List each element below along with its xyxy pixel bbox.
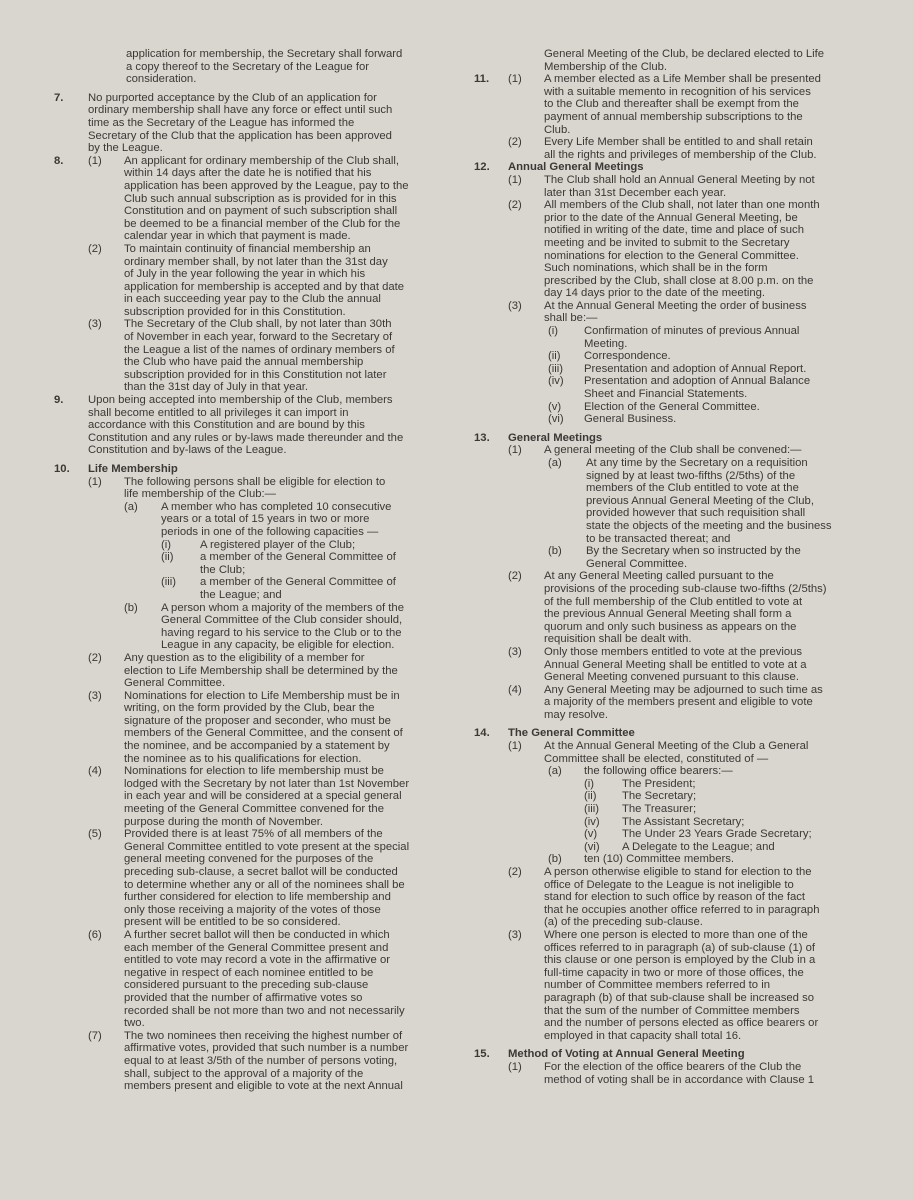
clause-text: The following persons shall be eligible for election to life membership of the Club:— bbox=[124, 475, 386, 501]
clause-text: An applicant for ordinary membership of the Club shall, within 14 days after the date he is notified that his application has been approved by the League, pay to the Club such annual subscription as is provided for in this Constitution and on payment of such subscription shall be deemed to be a financial member of the Club for the calendar year in which that payment is made. bbox=[124, 154, 409, 243]
clause-block bbox=[474, 136, 862, 161]
clause-text: Nominations for election to Life Membership must be in writing, on the form provided by the Club, bear the signature of the proposer and seconder, who must be members of the General Committee, and the consent of the nominee, and be accompanied by a statement by the nominee as to his qualifications for election. bbox=[124, 689, 403, 765]
subclause-marker: (ii) bbox=[584, 790, 597, 803]
subclause-marker: (2) bbox=[88, 242, 102, 255]
clause-block bbox=[474, 300, 862, 325]
clause-block bbox=[54, 576, 446, 601]
subclause-marker: (1) bbox=[88, 154, 102, 167]
clause-text: Correspondence. bbox=[584, 350, 671, 363]
clause-text: General Meeting of the Club, be declared elected to Life Membership of the Club. bbox=[544, 48, 825, 73]
section-heading-block bbox=[54, 463, 446, 476]
clause-block bbox=[474, 444, 862, 457]
section-heading: The General Committee bbox=[508, 727, 635, 740]
clause-text: The Under 23 Years Grade Secretary; bbox=[622, 828, 812, 841]
clause-text: Presentation and adoption of Annual Balance Sheet and Financial Statements. bbox=[584, 375, 811, 401]
clause-block bbox=[474, 174, 862, 199]
clause-block bbox=[474, 350, 862, 363]
clause-text: ten (10) Committee members. bbox=[584, 853, 735, 866]
clause-text: A person otherwise eligible to stand for election to the office of Delegate to the League is not ineligible to stand for election to such office by reason of the fact that he occupies another office referred to in paragraph (a) of the preceding sub-clause. bbox=[544, 866, 820, 929]
section-heading-block bbox=[474, 161, 862, 174]
subclause-marker: (i) bbox=[161, 538, 172, 551]
clause-block bbox=[474, 1061, 862, 1086]
clause-block bbox=[474, 929, 862, 1042]
subclause-marker: (3) bbox=[508, 299, 522, 312]
clause-block bbox=[54, 243, 446, 319]
clause-text: No purported acceptance by the Club of an application for ordinary membership shall have any force or effect until such time as the Secretary of the League has informed the Secretary of the Club that the application has been approved by the League. bbox=[88, 91, 393, 155]
clause-text: Every Life Member shall be entitled to and shall retain all the rights and privileges of membership of the Club. bbox=[544, 136, 817, 161]
clause-block bbox=[474, 828, 862, 841]
subclause-marker: (3) bbox=[508, 645, 522, 658]
clause-block bbox=[474, 853, 862, 866]
subclause-marker: (2) bbox=[508, 199, 522, 212]
clause-text: Where one person is elected to more than one of the offices referred to in paragraph (a) of sub-clause (1) of this clause or one person is employed by the Club in a full-time capacity in two or more of those offices, the number of Committee members referred to in paragraph (b) of that sub-clause shall be increased so that the sum of the number of Committee members and the number of persons elected as office bearers or employed in that capacity shall total 16. bbox=[544, 928, 819, 1042]
section-heading: Annual General Meetings bbox=[508, 161, 644, 174]
section-heading: Life Membership bbox=[88, 463, 178, 475]
subclause-marker: (3) bbox=[508, 928, 522, 941]
clause-text: the following office bearers:— bbox=[584, 765, 733, 778]
subclause-marker: (2) bbox=[88, 651, 102, 664]
subclause-marker: (vi) bbox=[548, 413, 564, 426]
clause-block bbox=[474, 73, 862, 136]
clause-block bbox=[474, 363, 862, 376]
clause-block bbox=[54, 92, 446, 155]
subclause-marker: (3) bbox=[88, 318, 102, 331]
clause-block bbox=[474, 790, 862, 803]
subclause-marker: (1) bbox=[508, 1060, 522, 1073]
clause-block bbox=[54, 476, 446, 501]
clause-block bbox=[54, 318, 446, 394]
subclause-marker: (iii) bbox=[161, 576, 177, 589]
clause-block bbox=[54, 690, 446, 766]
clause-number: 9. bbox=[54, 394, 64, 407]
clause-text: application for membership, the Secretary shall forward a copy thereof to the Secretary of the League for consideration. bbox=[126, 48, 403, 86]
clause-block bbox=[474, 545, 862, 570]
clause-number: 10. bbox=[54, 463, 70, 475]
subclause-marker: (i) bbox=[584, 777, 595, 790]
subclause-marker: (v) bbox=[548, 400, 562, 413]
clause-number: 14. bbox=[474, 727, 490, 740]
clause-text: All members of the Club shall, not later than one month prior to the date of the Annual General Meeting, be notified in writing of the date, time and place of such meeting and be invited to submit to the Secretary nominations for election to the General Committee. Such nominations, which shall be in the form prescribed by the Club, shall close at 8.00 p.m. on the day 14 days prior to the date of the meeting. bbox=[544, 199, 820, 300]
clause-block bbox=[54, 652, 446, 690]
clause-number: 15. bbox=[474, 1048, 490, 1061]
clause-text: The two nominees then receiving the highest number of affirmative votes, provided that such number is a number equal to at least 3/5th of the number of persons voting, shall, subject to the approval of a majority of the members present and eligible to vote at the next Annual bbox=[124, 1029, 409, 1093]
section-heading-block bbox=[474, 432, 862, 445]
subclause-marker: (i) bbox=[548, 325, 559, 338]
right-column bbox=[474, 48, 862, 1086]
clause-text: A member who has completed 10 consecutive years or a total of 15 years in two or more periods in one of the following capacities — bbox=[161, 500, 392, 538]
clause-block bbox=[474, 778, 862, 791]
subclause-marker: (6) bbox=[88, 928, 102, 941]
clause-block bbox=[474, 646, 862, 684]
subclause-marker: (1) bbox=[88, 475, 102, 488]
clause-text: At any time by the Secretary on a requisition signed by at least two-fifths (2/5ths) of the members of the Club entitled to vote at the previous Annual General Meeting of the Club, provided however that such requisition shall state the objects of the meeting and the business to be transacted thereat; and bbox=[586, 457, 832, 545]
clause-block bbox=[474, 48, 862, 73]
section-heading: General Meetings bbox=[508, 431, 603, 444]
clause-text: Nominations for election to life membership must be lodged with the Secretary by not later than 1st November in each year and will be considered at a special general meeting of the General Committee convened for the purpose during the month of November. bbox=[124, 765, 410, 828]
clause-text: Presentation and adoption of Annual Report. bbox=[584, 362, 807, 375]
clause-block bbox=[474, 570, 862, 646]
clause-text: At the Annual General Meeting the order of business shall be:— bbox=[544, 299, 807, 325]
subclause-marker: (2) bbox=[508, 570, 522, 583]
section-heading-block bbox=[474, 1048, 862, 1061]
clause-block bbox=[54, 929, 446, 1030]
clause-number: 8. bbox=[54, 154, 64, 167]
clause-text: At any General Meeting called pursuant to the provisions of the proceding sub-clause two-fifths (2/5ths) of the full membership of the Club entitled to vote at the previous Annual General Meeting shall form a quorum and only such business as appears on the requisition shall be dealt with. bbox=[544, 570, 827, 646]
subclause-marker: (iii) bbox=[584, 803, 600, 816]
clause-text: A further secret ballot will then be conducted in which each member of the General Committee present and entitled to vote may record a vote in the affirmative or negative in respect of each nominee entitled to be considered pursuant to the preceding sub-clause provided that the number of affirmative votes so recorded shall be not more than two and not necessarily two. bbox=[124, 928, 405, 1030]
subclause-marker: (1) bbox=[508, 740, 522, 753]
subclause-marker: (v) bbox=[584, 828, 598, 841]
clause-block bbox=[474, 866, 862, 929]
subclause-marker: (1) bbox=[508, 173, 522, 186]
clause-text: Any General Meeting may be adjourned to such time as a majority of the members present and eligible to vote may resolve. bbox=[544, 683, 823, 721]
subclause-marker: (ii) bbox=[161, 551, 174, 564]
clause-block bbox=[474, 413, 862, 426]
clause-block bbox=[54, 551, 446, 576]
clause-text: By the Secretary when so instructed by the General Committee. bbox=[586, 545, 801, 570]
clause-block bbox=[474, 401, 862, 414]
subclause-marker: (vi) bbox=[584, 840, 600, 853]
clause-block bbox=[54, 48, 446, 86]
clause-text: Only those members entitled to vote at the previous Annual General Meeting shall be entitled to vote at a General Meeting convened pursuant to this clause. bbox=[544, 645, 807, 684]
clause-block bbox=[474, 325, 862, 350]
clause-number: 13. bbox=[474, 431, 490, 444]
clause-text: Any question as to the eligibility of a member for election to Life Membership shall be determined by the General Committee. bbox=[124, 651, 398, 690]
clause-number: 12. bbox=[474, 161, 490, 174]
subclause-marker: (a) bbox=[548, 765, 562, 778]
clause-text: A member elected as a Life Member shall be presented with a suitable memento in recognition of his services to the Club and thereafter shall be exempt from the payment of annual membership subscriptions to the Club. bbox=[544, 73, 821, 136]
subclause-marker: (1) bbox=[508, 73, 522, 86]
subclause-marker: (7) bbox=[88, 1029, 102, 1042]
clause-text: A person whom a majority of the members of the General Committee of the Club consider should, having regard to his service to the Club or to the League in any capacity, be eligible for election. bbox=[161, 601, 404, 652]
clause-text: The President; bbox=[622, 777, 696, 790]
clause-text: A registered player of the Club; bbox=[200, 538, 356, 551]
clause-text: Provided there is at least 75% of all members of the General Committee entitled to vote present at the special general meeting convened for the purposes of the preceding sub-clause, a secret ballot will be conducted to determine whether any or all of the nominees shall be further considered for election to life membership and only those receiving a majority of the votes of those present will be entitled to be so considered. bbox=[124, 828, 410, 929]
clause-text: Election of the General Committee. bbox=[584, 400, 760, 413]
clause-text: The Secretary; bbox=[622, 790, 697, 803]
clause-block bbox=[54, 1030, 446, 1093]
subclause-marker: (4) bbox=[88, 765, 102, 778]
subclause-marker: (b) bbox=[548, 853, 562, 866]
subclause-marker: (iv) bbox=[548, 375, 564, 388]
clause-text: At the Annual General Meeting of the Club a General Committee shall be elected, constituted of — bbox=[544, 740, 809, 765]
subclause-marker: (2) bbox=[508, 136, 522, 149]
subclause-marker: (b) bbox=[124, 601, 138, 614]
clause-text: a member of the General Committee of the Club; bbox=[200, 551, 396, 576]
subclause-marker: (iii) bbox=[548, 362, 564, 375]
clause-block bbox=[54, 828, 446, 929]
clause-text: The Treasurer; bbox=[622, 803, 697, 816]
left-column bbox=[54, 48, 446, 1093]
clause-text: Upon being accepted into membership of the Club, members shall become entitled to all privileges it can import in accordance with this Constitution and are bound by this Constitution and any rules or by-laws made thereunder and the Constitution and by-laws of the League. bbox=[88, 394, 404, 457]
clause-block bbox=[54, 501, 446, 539]
subclause-marker: (iv) bbox=[584, 815, 600, 828]
section-heading: Method of Voting at Annual General Meeting bbox=[508, 1048, 745, 1061]
clause-block bbox=[54, 602, 446, 652]
clause-text: a member of the General Committee of the League; and bbox=[200, 576, 396, 601]
clause-block bbox=[474, 803, 862, 816]
subclause-marker: (a) bbox=[124, 500, 138, 513]
subclause-marker: (3) bbox=[88, 689, 102, 702]
clause-block bbox=[474, 740, 862, 765]
clause-number: 11. bbox=[474, 73, 490, 86]
clause-block bbox=[474, 841, 862, 854]
clause-block bbox=[474, 199, 862, 300]
subclause-marker: (5) bbox=[88, 828, 102, 841]
clause-text: Confirmation of minutes of previous Annual Meeting. bbox=[584, 325, 800, 350]
clause-text: A Delegate to the League; and bbox=[622, 840, 775, 853]
clause-text: To maintain continuity of financial membership an ordinary member shall, by not later than the 31st day of July in the year following the year in which his application for membership is accepted and by that date in each succeeding year pay to the Club the annual subscription provided for in this Constitution. bbox=[124, 242, 405, 318]
subclause-marker: (a) bbox=[548, 457, 562, 469]
clause-block bbox=[54, 155, 446, 243]
clause-block bbox=[474, 765, 862, 778]
clause-text: General Business. bbox=[584, 413, 677, 426]
clause-text: The Club shall hold an Annual General Meeting by not later than 31st December each year. bbox=[544, 173, 815, 199]
subclause-marker: (b) bbox=[548, 545, 562, 558]
subclause-marker: (ii) bbox=[548, 350, 561, 363]
clause-text: The Secretary of the Club shall, by not later than 30th of November in each year, forward to the Secretary of the League a list of the names of ordinary members of the Club who have paid the annual membership subscription provided for in this Constitution not later than the 31st day of July in that year. bbox=[124, 318, 395, 394]
clause-text: The Assistant Secretary; bbox=[622, 815, 745, 828]
clause-block bbox=[474, 375, 862, 400]
clause-block bbox=[54, 394, 446, 457]
subclause-marker: (1) bbox=[508, 444, 522, 457]
clause-block bbox=[474, 684, 862, 722]
clause-text: A general meeting of the Club shall be convened:— bbox=[544, 444, 802, 457]
clause-block bbox=[474, 816, 862, 829]
clause-number: 7. bbox=[54, 91, 64, 104]
clause-block bbox=[54, 539, 446, 552]
clause-block bbox=[54, 765, 446, 828]
clause-text: For the election of the office bearers of the Club the method of voting shall be in accordance with Clause 1 bbox=[544, 1060, 815, 1086]
subclause-marker: (4) bbox=[508, 683, 522, 696]
subclause-marker: (2) bbox=[508, 866, 522, 878]
clause-block bbox=[474, 457, 862, 545]
section-heading-block bbox=[474, 727, 862, 740]
